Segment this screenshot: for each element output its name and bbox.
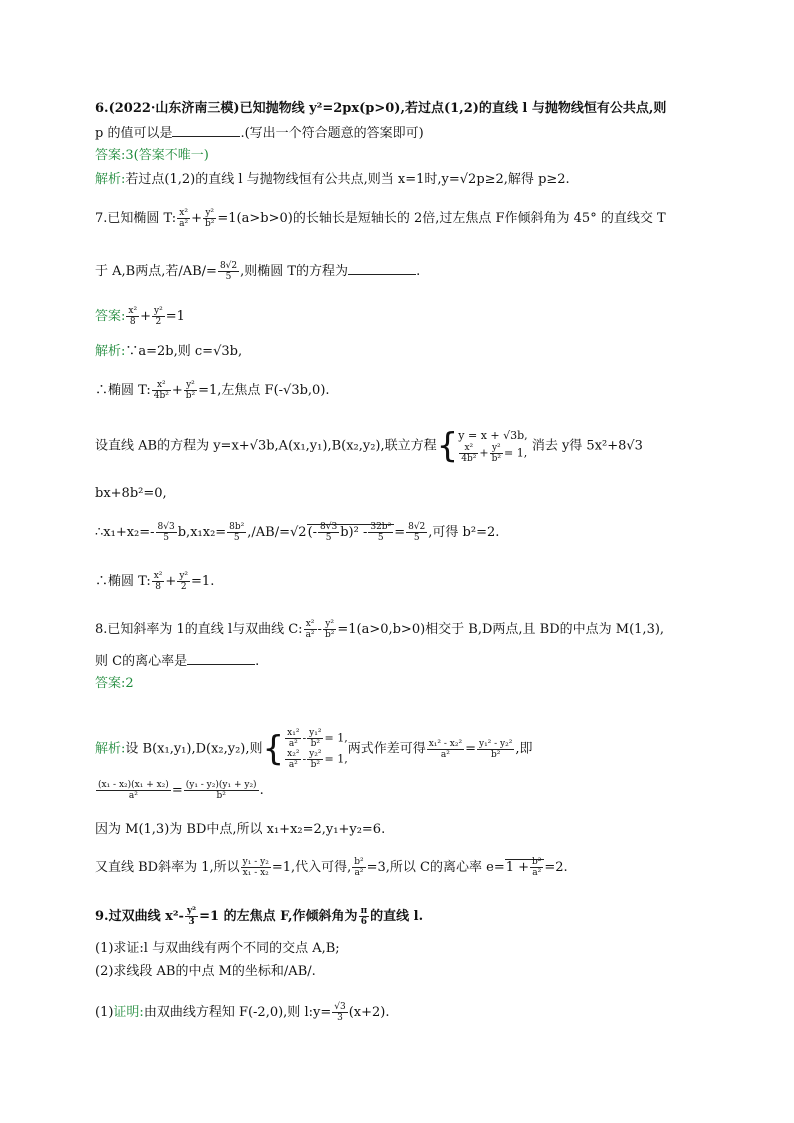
q7-stem-line1: 7.已知椭圆 T: $\frac{\text{x²}}{\text{a²}}$ + $\frac{\text{y²}}{\text{b²}}$ =1(a>b>0)的长轴长是短轴长的 2倍,过左焦点 F作倾斜角为 45° 的直线交 T bbox=[95, 208, 666, 229]
q8-stem-line1: 8.已知斜率为 1的直线 l与双曲线 C: $\frac{\text{x²}}{\text{a²}}$ - $\frac{\text{y²}}{\text{b²}}$ =1(a>0,b>0)相交于 B,D两点,且 BD的中点为 M(1,3), bbox=[95, 619, 665, 640]
q7-solution-text2: ∴椭圆 T: bbox=[95, 383, 151, 398]
q9-part1: (1)求证:l 与双曲线有两个不同的交点 A,B; bbox=[95, 941, 340, 956]
q9-stem: 9.过双曲线 x²- $\frac{\text{y²}}{3}$ =1 的左焦点 F,作倾斜角为 $\frac{\pi}{6}$ 的直线 l. bbox=[95, 906, 424, 927]
fraction: $\frac{\text{y²}}{\text{b²}}$ bbox=[185, 380, 196, 401]
q7-solution-text3: 设直线 AB的方程为 y=x+√3b,A(x₁,y₁),B(x₂,y₂),联立方程 bbox=[95, 438, 437, 454]
q7-solution-3 bbox=[95, 428, 643, 464]
q6-stem-line2 bbox=[95, 124, 424, 143]
q7-stem-line2 bbox=[95, 261, 420, 282]
q6-solution-text: 若过点(1,2)的直线 l 与抛物线恒有公共点,则当 x=1时,y=√2p≥2,解得 p≥2. bbox=[125, 172, 570, 187]
q7-stem-text2: 于 A,B两点,若/AB/= bbox=[95, 264, 217, 279]
q6-answer: 答案:3(答案不唯一) bbox=[95, 148, 209, 163]
q7-stem-text: 7.已知椭圆 T: bbox=[95, 211, 177, 226]
fraction: $\frac{8√2}{5}$ bbox=[219, 261, 238, 282]
fraction: $\frac{\text{x²}}{\text{4b²}}$ bbox=[153, 380, 169, 401]
equation-system: y = x + √3b, $\frac{\text{x²}}{\text{4b²}}$ + $\frac{\text{y²}}{\text{b²}}$ = 1, bbox=[458, 429, 528, 464]
q6-solution bbox=[95, 171, 570, 189]
fraction: $\frac{\text{x²}}{8}$ bbox=[128, 306, 138, 327]
q7-answer: 答案: $\frac{\text{x²}}{8}$ + $\frac{\text{y²}}{2}$ =1 bbox=[95, 306, 185, 327]
q7-solution-1 bbox=[95, 343, 242, 361]
q9-part2: (2)求线段 AB的中点 M的坐标和/AB/. bbox=[95, 964, 316, 979]
q9-proof: (1)证明:由双曲线方程知 F(-2,0),则 l:y= $\frac{√3}{3}$ (x+2). bbox=[95, 1002, 390, 1023]
q7-stem-text3: ,则椭圆 T的方程为 bbox=[240, 264, 349, 279]
answer-tail: =1 bbox=[165, 309, 185, 324]
q6-stem-tail: .(写出一个符合题意的答案即可) bbox=[240, 126, 424, 141]
q7-solution-5: ∴x₁+x₂=- $\frac{8√3}{5}$ b,x₁x₂= $\frac{\text{8b²}}{5}$ ,/AB/=√2(- $\frac{8√3}{5}$ b)² - $\frac{\text{32b²}}{5}$ = $\frac{8√2}{5}$ ,可得 b²=2. bbox=[95, 522, 500, 543]
q7-stem-tail: =1(a>b>0)的长轴长是短轴长的 2倍,过左焦点 F作倾斜角为 45° 的直线交 T bbox=[217, 211, 666, 226]
q8-solution-3: 因为 M(1,3)为 BD中点,所以 x₁+x₂=2,y₁+y₂=6. bbox=[95, 822, 386, 837]
solution-label: 解析: bbox=[95, 344, 126, 359]
fraction: $\frac{\text{x²}}{\text{a²}}$ bbox=[179, 208, 189, 229]
q8-solution-2: $\frac{\text{(x₁ - x₂)(x₁ + x₂)}}{\text{a²}}$ = $\frac{\text{(y₁ - y₂)(y₁ + y₂)}}{\text{b²}}$ . bbox=[98, 780, 264, 801]
answer-label: 答案: bbox=[95, 309, 126, 324]
q8-solution-4: 又直线 BD斜率为 1,所以 $\frac{\text{y₁ - y₂}}{\text{x₁ - x₂}}$ =1,代入可得, $\frac{\text{b²}}{\text{a²}}$ =3,所以 C的离心率 e=1 + $\frac{\text{b²}}{\text{a²}}$ =2. bbox=[95, 857, 568, 878]
answer-blank bbox=[348, 262, 416, 275]
q7-solution-2: ∴椭圆 T: $\frac{\text{x²}}{\text{4b²}}$ + $\frac{\text{y²}}{\text{b²}}$ =1,左焦点 F(-√3b,0). bbox=[95, 380, 330, 401]
fraction: $\frac{\text{y²}}{2}$ bbox=[153, 306, 163, 327]
fraction: $\frac{\text{y²}}{\text{b²}}$ bbox=[205, 208, 215, 229]
q7-solution-text1: ∵a=2b,则 c=√3b, bbox=[125, 344, 243, 359]
solution-label: 解析: bbox=[95, 172, 126, 187]
q7-solution-6: ∴椭圆 T: $\frac{\text{x²}}{8}$ + $\frac{\text{y²}}{2}$ =1. bbox=[95, 571, 215, 592]
system-brace: { bbox=[436, 426, 459, 466]
q8-solution-1: 解析:设 B(x₁,y₁),D(x₂,y₂),则{ $\frac{\text{x₁²}}{\text{a²}}$ - $\frac{\text{y₁²}}{\text{b²}}$ = 1, $\frac{\text{x₂²}}{\text{a²}}$ - $\frac{\text{y₂²}}{\text{b²}}$ = 1, 两式作差可得 $\frac{\text{x₁² - x₂²}}{\text{a²}}$ = $\frac{\text{y₁² - y₂²}}{\text{b²}}$ ,即 bbox=[95, 728, 533, 770]
q7-solution-4: bx+8b²=0, bbox=[95, 486, 167, 501]
answer-blank bbox=[187, 652, 255, 665]
q8-answer: 答案:2 bbox=[95, 676, 134, 691]
q7-solution-text2b: =1,左焦点 F(-√3b,0). bbox=[198, 383, 330, 398]
q7-stem-end: . bbox=[416, 264, 421, 279]
q6-stem-text: p 的值可以是 bbox=[95, 126, 173, 141]
q7-solution-text3b: 消去 y得 5x²+8√3 bbox=[531, 438, 643, 454]
answer-blank bbox=[172, 124, 240, 137]
q8-stem-line2: 则 C的离心率是 . bbox=[95, 654, 260, 669]
q6-stem-line1: 6.(2022·山东济南三模)已知抛物线 y²=2px(p>0),若过点(1,2)的直线 l 与抛物线恒有公共点,则 bbox=[95, 101, 667, 116]
